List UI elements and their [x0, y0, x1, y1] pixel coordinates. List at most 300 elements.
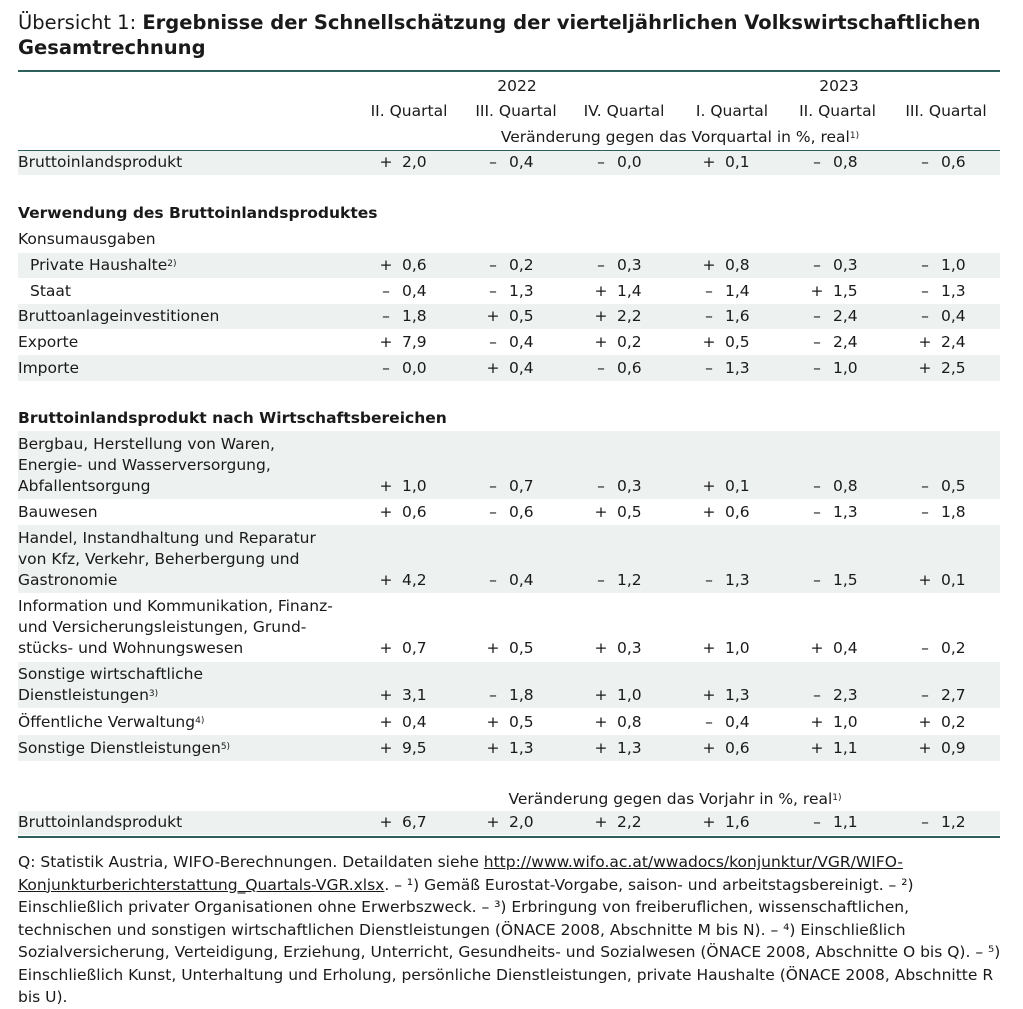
- value-cell: [378, 255, 468, 276]
- value-number: 0,2: [617, 333, 642, 351]
- value-sign: +: [379, 739, 393, 757]
- value-number: 1,8: [941, 503, 966, 521]
- value-number: 7,9: [402, 333, 427, 351]
- value-number: 0,8: [833, 477, 858, 495]
- value-sign: +: [379, 256, 393, 274]
- value-cell: [485, 638, 575, 659]
- value-sign: –: [489, 503, 497, 521]
- row-label: Private Haushalte$^{2)}$: [30, 256, 177, 274]
- value-sign: –: [489, 153, 497, 171]
- value-cell: [485, 255, 575, 276]
- value-cell: [378, 281, 468, 302]
- value-cell: [593, 255, 683, 276]
- value-sign: +: [810, 639, 824, 657]
- value-cell: [378, 306, 468, 327]
- value-number: 2,7: [941, 686, 966, 704]
- value-sign: –: [597, 153, 605, 171]
- table-row: [18, 662, 1000, 708]
- value-cell: [378, 152, 468, 173]
- value-number: 2,4: [833, 307, 858, 325]
- top-rule: [18, 70, 1000, 72]
- value-number: 9,5: [402, 739, 427, 757]
- value-cell: [701, 332, 791, 353]
- value-number: 2,2: [617, 813, 642, 831]
- value-cell: [701, 638, 791, 659]
- row-label: Sonstige wirtschaftliche Dienstleistungen$^{3)}$: [18, 665, 204, 704]
- row-label: Bruttoinlandsprodukt: [18, 813, 183, 831]
- value-cell: [809, 570, 899, 591]
- value-sign: +: [379, 686, 393, 704]
- value-sign: –: [489, 686, 497, 704]
- row-label: Bruttoinlandsprodukt nach Wirtschaftsbereichen: [18, 409, 447, 427]
- value-number: 1,0: [833, 359, 858, 377]
- value-cell: [485, 738, 575, 759]
- value-sign: –: [813, 307, 821, 325]
- value-number: 1,2: [941, 813, 966, 831]
- value-number: 1,0: [833, 713, 858, 731]
- value-number: 0,1: [725, 153, 750, 171]
- value-number: 0,4: [941, 307, 966, 325]
- value-sign: –: [813, 153, 821, 171]
- value-sign: +: [594, 307, 608, 325]
- table-title: [18, 10, 1008, 60]
- value-sign: +: [702, 477, 716, 495]
- row-label: Sonstige Dienstleistungen$^{5)}$: [18, 739, 231, 757]
- value-sign: –: [813, 686, 821, 704]
- value-cell: [701, 570, 791, 591]
- value-cell: [701, 685, 791, 706]
- value-sign: +: [379, 333, 393, 351]
- value-number: 1,8: [402, 307, 427, 325]
- value-number: 2,2: [617, 307, 642, 325]
- value-sign: +: [702, 686, 716, 704]
- value-sign: –: [489, 571, 497, 589]
- value-sign: –: [813, 813, 821, 831]
- value-sign: –: [382, 307, 390, 325]
- value-number: 1,6: [725, 307, 750, 325]
- table-row: [18, 710, 1000, 735]
- table-row: [18, 151, 1000, 175]
- quarter-header: III. Quartal: [475, 102, 557, 120]
- value-number: 1,3: [725, 359, 750, 377]
- value-sign: +: [486, 739, 500, 757]
- value-number: 4,2: [402, 571, 427, 589]
- row-label: Importe: [18, 359, 79, 377]
- value-cell: [593, 502, 683, 523]
- value-sign: –: [921, 477, 929, 495]
- table-row: [18, 594, 1000, 661]
- value-sign: +: [594, 282, 608, 300]
- row-label: Information und Kommunikation, Finanz- und Versicherungsleistungen, Grund- stücks- und Wohnungswesen: [18, 597, 333, 657]
- value-number: 0,6: [725, 503, 750, 521]
- value-cell: [593, 152, 683, 173]
- value-sign: –: [597, 256, 605, 274]
- value-sign: +: [702, 739, 716, 757]
- row-label: Handel, Instandhaltung und Reparatur von Kfz, Verkehr, Beherbergung und Gastronomie: [18, 529, 316, 589]
- value-number: 0,8: [833, 153, 858, 171]
- value-number: 0,1: [725, 477, 750, 495]
- value-cell: [485, 332, 575, 353]
- value-sign: –: [597, 359, 605, 377]
- unit-year-label: Veränderung gegen das Vorjahr in %, real$^{1)}$: [508, 790, 842, 808]
- table-row: [18, 253, 1000, 278]
- value-number: 2,4: [833, 333, 858, 351]
- value-sign: +: [486, 359, 500, 377]
- row-label: Bauwesen: [18, 503, 98, 521]
- value-sign: +: [594, 333, 608, 351]
- value-number: 1,3: [509, 282, 534, 300]
- value-sign: +: [918, 333, 932, 351]
- value-number: 1,0: [402, 477, 427, 495]
- value-number: 1,3: [833, 503, 858, 521]
- source-link[interactable]: http://www.wifo.ac.at/wwadocs/konjunktur/VGR/WIFO-Konjunkturberichterstattung_Quartals-VGR.xlsx: [18, 853, 903, 894]
- value-cell: [485, 712, 575, 733]
- value-number: 1,0: [725, 639, 750, 657]
- quarter-header: II. Quartal: [370, 102, 448, 120]
- value-sign: –: [813, 503, 821, 521]
- value-sign: +: [379, 477, 393, 495]
- value-sign: +: [594, 813, 608, 831]
- value-sign: +: [810, 713, 824, 731]
- value-sign: +: [702, 503, 716, 521]
- value-sign: +: [379, 639, 393, 657]
- value-sign: +: [486, 307, 500, 325]
- value-sign: +: [594, 739, 608, 757]
- value-sign: +: [486, 813, 500, 831]
- value-sign: –: [705, 713, 713, 731]
- table-row: [18, 355, 1000, 381]
- value-sign: –: [705, 571, 713, 589]
- value-number: 1,2: [617, 571, 642, 589]
- value-cell: [593, 712, 683, 733]
- value-number: 1,8: [509, 686, 534, 704]
- value-cell: [809, 358, 899, 379]
- value-sign: –: [382, 359, 390, 377]
- value-cell: [701, 502, 791, 523]
- value-number: 0,4: [402, 713, 427, 731]
- value-number: 0,2: [941, 639, 966, 657]
- value-cell: [701, 358, 791, 379]
- value-number: 1,5: [833, 571, 858, 589]
- value-number: 0,4: [509, 333, 534, 351]
- title-text: Ergebnisse der Schnellschätzung der vierteljährlichen Volkswirtschaftlichen Gesamtrechnung: [18, 11, 981, 59]
- value-sign: –: [489, 333, 497, 351]
- value-number: 0,5: [725, 333, 750, 351]
- value-sign: –: [921, 503, 929, 521]
- footnote: Q: Statistik Austria, WIFO-Berechnungen. Detaildaten siehe http://www.wifo.ac.at/wwadocs/konjunktur/VGR/WIFO-Konjunkturberichterstattung_Quartals-VGR.xlsx. – ¹) Gemäß Eurostat-Vorgabe, saison- und arbeitstagsbereinigt. – ²) Einschließlich privater Organisationen ohne Erwerbszweck. – ³) Erbringung von freiberuflichen, wissenschaftlichen, technischen und sonstigen wirtschaftlichen Dienstleistungen (ÖNACE 2008, Abschnitte M bis N). – ⁴) Einschließlich Sozialversicherung, Verteidigung, Erziehung, Unterricht, Gesundheits- und Sozialwesen (ÖNACE 2008, Abschnitte O bis Q). – ⁵) Einschließlich Kunst, Unterhaltung und Erholung, persönliche Dienstleistungen, private Haushalte (ÖNACE 2008, Abschnitte R bis U).: [18, 853, 1001, 1006]
- value-cell: [485, 570, 575, 591]
- value-cell: [809, 812, 899, 833]
- value-sign: +: [594, 639, 608, 657]
- table-row: [18, 406, 1000, 431]
- value-cell: [809, 332, 899, 353]
- value-sign: –: [921, 813, 929, 831]
- value-number: 0,6: [725, 739, 750, 757]
- value-sign: –: [921, 686, 929, 704]
- value-cell: [485, 152, 575, 173]
- value-sign: +: [379, 813, 393, 831]
- value-cell: [485, 281, 575, 302]
- value-sign: +: [486, 713, 500, 731]
- value-cell: [485, 685, 575, 706]
- table-row: [18, 500, 1000, 525]
- value-cell: [593, 738, 683, 759]
- value-sign: –: [705, 307, 713, 325]
- value-number: 0,3: [833, 256, 858, 274]
- value-cell: [378, 638, 468, 659]
- value-number: 0,4: [509, 571, 534, 589]
- value-cell: [485, 502, 575, 523]
- value-number: 2,5: [941, 359, 966, 377]
- value-cell: [917, 306, 1007, 327]
- value-cell: [593, 358, 683, 379]
- value-sign: +: [702, 333, 716, 351]
- value-cell: [593, 476, 683, 497]
- value-cell: [917, 358, 1007, 379]
- value-cell: [917, 281, 1007, 302]
- row-label: Öffentliche Verwaltung$^{4)}$: [18, 713, 205, 731]
- value-number: 0,7: [402, 639, 427, 657]
- value-sign: –: [489, 282, 497, 300]
- value-cell: [701, 152, 791, 173]
- row-label: Konsumausgaben: [18, 230, 156, 248]
- title-prefix: Übersicht 1:: [18, 11, 137, 34]
- value-cell: [593, 638, 683, 659]
- value-cell: [701, 476, 791, 497]
- value-number: 0,5: [617, 503, 642, 521]
- value-number: 0,6: [509, 503, 534, 521]
- value-cell: [809, 306, 899, 327]
- value-cell: [917, 685, 1007, 706]
- value-number: 0,3: [617, 639, 642, 657]
- value-number: 0,7: [509, 477, 534, 495]
- value-cell: [917, 570, 1007, 591]
- value-cell: [917, 738, 1007, 759]
- value-number: 1,0: [617, 686, 642, 704]
- value-cell: [593, 306, 683, 327]
- value-cell: [701, 255, 791, 276]
- value-cell: [809, 281, 899, 302]
- value-number: 2,3: [833, 686, 858, 704]
- quarter-header: II. Quartal: [799, 102, 876, 120]
- value-number: 0,2: [509, 256, 534, 274]
- value-cell: [809, 712, 899, 733]
- value-number: 0,4: [725, 713, 750, 731]
- value-sign: +: [379, 571, 393, 589]
- value-cell: [701, 712, 791, 733]
- value-sign: –: [813, 571, 821, 589]
- quarter-header: I. Quartal: [695, 102, 769, 120]
- value-number: 1,3: [509, 739, 534, 757]
- value-sign: –: [813, 333, 821, 351]
- table-row: [18, 811, 1000, 835]
- value-number: 1,4: [617, 282, 642, 300]
- value-number: 1,3: [725, 686, 750, 704]
- value-number: 0,2: [941, 713, 966, 731]
- value-number: 1,4: [725, 282, 750, 300]
- value-cell: [378, 712, 468, 733]
- value-cell: [809, 685, 899, 706]
- quarter-header: III. Quartal: [905, 102, 987, 120]
- value-number: 0,9: [941, 739, 966, 757]
- value-sign: +: [918, 571, 932, 589]
- value-sign: –: [921, 639, 929, 657]
- value-cell: [809, 638, 899, 659]
- value-sign: +: [702, 256, 716, 274]
- table-row: [18, 431, 1000, 499]
- table-row: [18, 330, 1000, 355]
- table-row: [18, 228, 1000, 252]
- value-sign: +: [918, 739, 932, 757]
- value-number: 1,0: [941, 256, 966, 274]
- table-row: [18, 202, 1000, 226]
- value-number: 0,5: [941, 477, 966, 495]
- value-cell: [701, 738, 791, 759]
- value-cell: [378, 502, 468, 523]
- value-sign: +: [918, 359, 932, 377]
- value-cell: [593, 685, 683, 706]
- row-label: Exporte: [18, 333, 79, 351]
- table-row: [18, 735, 1000, 761]
- value-cell: [485, 812, 575, 833]
- value-cell: [378, 358, 468, 379]
- value-number: 1,3: [617, 739, 642, 757]
- value-cell: [917, 502, 1007, 523]
- value-sign: –: [921, 153, 929, 171]
- value-cell: [378, 332, 468, 353]
- value-cell: [593, 812, 683, 833]
- value-cell: [378, 476, 468, 497]
- value-cell: [917, 712, 1007, 733]
- value-cell: [378, 738, 468, 759]
- value-number: 3,1: [402, 686, 427, 704]
- value-cell: [917, 255, 1007, 276]
- table-row: [18, 525, 1000, 593]
- value-number: 0,6: [402, 503, 427, 521]
- value-sign: –: [597, 477, 605, 495]
- quarter-header: IV. Quartal: [583, 102, 665, 120]
- row-label: Bergbau, Herstellung von Waren, Energie- und Wasserversorgung, Abfallentsorgung: [18, 435, 275, 495]
- value-cell: [809, 502, 899, 523]
- row-label: Verwendung des Bruttoinlandsproduktes: [18, 204, 378, 222]
- value-number: 0,5: [509, 639, 534, 657]
- value-cell: [917, 152, 1007, 173]
- year-2023: 2023: [819, 77, 859, 95]
- value-cell: [809, 255, 899, 276]
- bottom-rule: [18, 836, 1000, 838]
- value-number: 0,6: [402, 256, 427, 274]
- value-number: 1,1: [833, 813, 858, 831]
- value-sign: –: [597, 571, 605, 589]
- value-number: 1,3: [725, 571, 750, 589]
- value-sign: –: [921, 282, 929, 300]
- table-row: [18, 279, 1000, 304]
- value-cell: [917, 638, 1007, 659]
- value-number: 0,0: [617, 153, 642, 171]
- value-sign: +: [918, 713, 932, 731]
- value-cell: [701, 281, 791, 302]
- value-sign: –: [705, 359, 713, 377]
- value-sign: +: [810, 282, 824, 300]
- value-number: 0,3: [617, 477, 642, 495]
- value-number: 0,6: [941, 153, 966, 171]
- value-cell: [809, 738, 899, 759]
- value-number: 2,0: [509, 813, 534, 831]
- row-label: Staat: [30, 282, 71, 300]
- value-sign: +: [594, 686, 608, 704]
- value-number: 0,5: [509, 307, 534, 325]
- value-cell: [593, 332, 683, 353]
- value-number: 0,4: [509, 153, 534, 171]
- value-sign: –: [489, 477, 497, 495]
- value-number: 0,4: [402, 282, 427, 300]
- value-number: 0,4: [509, 359, 534, 377]
- value-sign: –: [813, 477, 821, 495]
- unit-quarter-label: Veränderung gegen das Vorquartal in %, real$^{1)}$: [500, 128, 860, 146]
- value-cell: [485, 476, 575, 497]
- value-sign: +: [702, 813, 716, 831]
- value-sign: +: [594, 503, 608, 521]
- value-number: 2,0: [402, 153, 427, 171]
- value-number: 0,4: [833, 639, 858, 657]
- value-number: 1,1: [833, 739, 858, 757]
- row-label: Bruttoinlandsprodukt: [18, 153, 183, 171]
- value-cell: [917, 332, 1007, 353]
- value-sign: +: [810, 739, 824, 757]
- value-cell: [485, 358, 575, 379]
- value-cell: [809, 152, 899, 173]
- table-row: [18, 304, 1000, 329]
- value-number: 0,0: [402, 359, 427, 377]
- value-cell: [593, 570, 683, 591]
- value-sign: +: [379, 503, 393, 521]
- value-cell: [378, 685, 468, 706]
- value-cell: [917, 812, 1007, 833]
- value-number: 0,8: [617, 713, 642, 731]
- row-label: Bruttoanlageinvestitionen: [18, 307, 220, 325]
- value-number: 0,5: [509, 713, 534, 731]
- value-number: 1,3: [941, 282, 966, 300]
- value-number: 0,8: [725, 256, 750, 274]
- value-cell: [917, 476, 1007, 497]
- value-sign: +: [702, 639, 716, 657]
- value-sign: –: [813, 256, 821, 274]
- value-number: 0,1: [941, 571, 966, 589]
- value-number: 0,6: [617, 359, 642, 377]
- value-cell: [701, 306, 791, 327]
- value-cell: [593, 281, 683, 302]
- value-sign: +: [379, 713, 393, 731]
- value-number: 2,4: [941, 333, 966, 351]
- value-number: 1,6: [725, 813, 750, 831]
- value-cell: [809, 476, 899, 497]
- value-sign: –: [382, 282, 390, 300]
- value-number: 6,7: [402, 813, 427, 831]
- value-sign: –: [921, 256, 929, 274]
- year-2022: 2022: [497, 77, 537, 95]
- value-sign: –: [813, 359, 821, 377]
- value-sign: –: [489, 256, 497, 274]
- value-sign: –: [705, 282, 713, 300]
- value-number: 0,3: [617, 256, 642, 274]
- value-sign: +: [486, 639, 500, 657]
- value-cell: [378, 570, 468, 591]
- value-sign: +: [702, 153, 716, 171]
- value-sign: –: [921, 307, 929, 325]
- value-cell: [485, 306, 575, 327]
- value-cell: [378, 812, 468, 833]
- value-sign: +: [379, 153, 393, 171]
